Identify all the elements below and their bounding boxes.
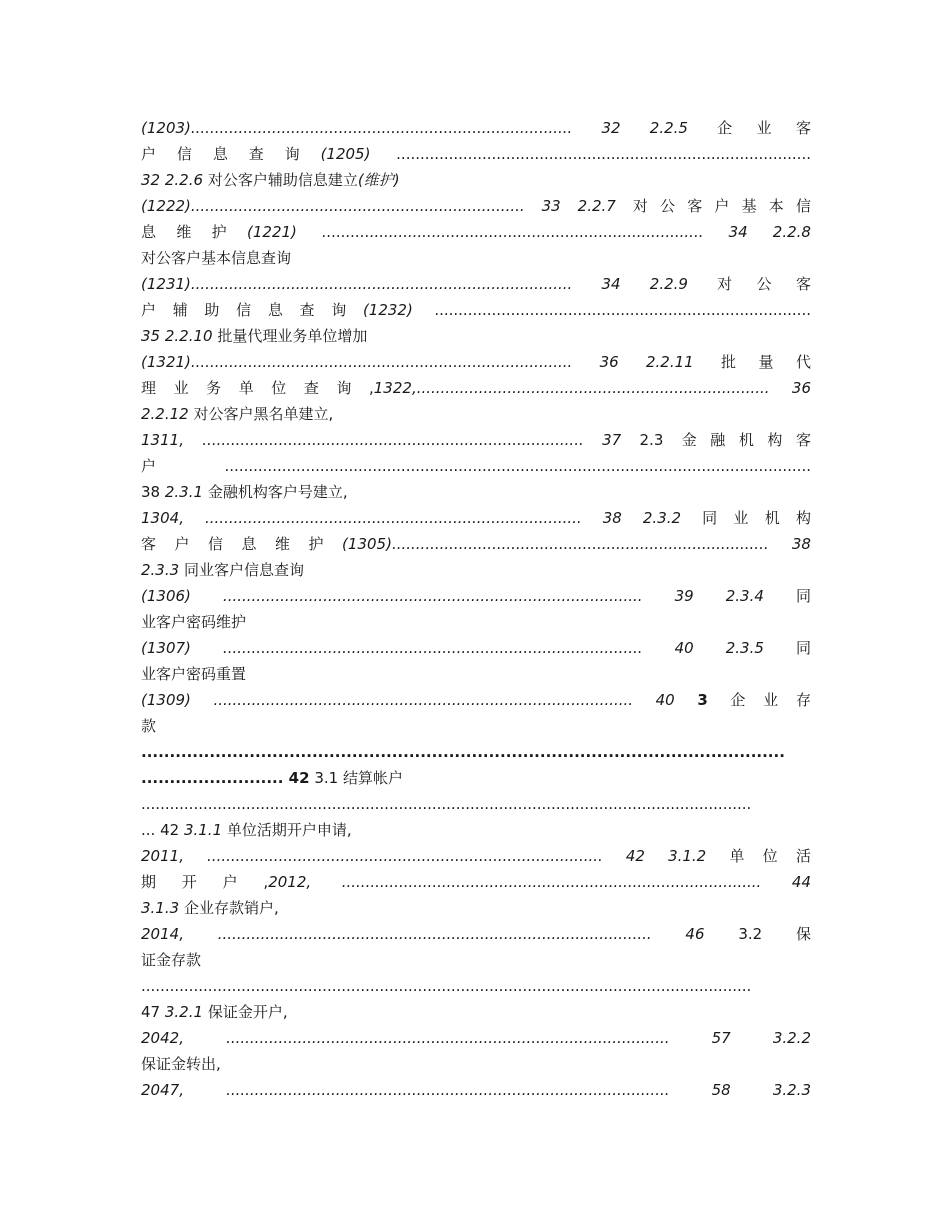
toc-line [141,453,811,479]
toc-leader: ................................................................................................................................ [141,977,752,995]
toc-title: 结算帐户 [342,769,403,787]
toc-title: 对公客 [717,275,811,293]
toc-line [141,375,811,401]
toc-title: 户信息查询 [141,145,321,163]
toc-page-number: 32 [141,171,161,189]
toc-line [141,843,811,869]
toc-title: 业客户密码维护 [141,613,247,631]
toc-title: 对公客户基本信息查询 [141,249,292,267]
toc-section-number: 2.2.12 [141,405,189,423]
toc-line [141,921,811,947]
toc-leader: ....................................................................................... [396,145,811,163]
toc-title: 业客户密码重置 [141,665,247,683]
toc-line [141,999,811,1025]
toc-page-number: 47 [141,1003,161,1021]
toc-title: 户辅助信息查询 [141,301,363,319]
toc-leader: , ................................................................................... 42 [179,847,645,865]
toc-section-number: 2.3.1 [164,483,204,501]
toc-section-number: 3.1.2 [668,847,707,865]
toc-title: 对公客户黑名单建立, [193,405,334,423]
toc-line [141,687,811,713]
toc-title: 同业客户信息查询 [183,561,304,579]
toc-leader: , ........................................................................................... 46 [179,925,705,943]
toc-title: 同业机构 [702,509,811,527]
toc-chapter-number: 3 [697,691,708,709]
toc-code: 2011 [141,847,180,865]
toc-section-number: 3.2 [738,925,763,943]
toc-line [141,115,811,141]
toc-code: 1322 [373,379,412,397]
toc-leader: ............................................................................... 38 [391,535,811,553]
toc-line [141,167,811,193]
toc-leader: ... 42 [141,821,180,839]
toc-line [141,271,811,297]
toc-section-number: 2.3.5 [725,639,764,657]
toc-title: 对公客户基本信 [632,197,811,215]
toc-code: (1222)...................................................................... 33 [141,197,561,215]
toc-title: 款 [141,717,157,735]
toc-line [141,661,811,687]
toc-section-number: 2.2.9 [649,275,688,293]
toc-code: (1309) ........................................................................................ 40 [141,691,675,709]
toc-line [141,583,811,609]
toc-title: 同 [795,587,811,605]
toc-title: 证金存款 [141,951,202,969]
toc-title: 户 [141,457,188,475]
toc-code: (1203)................................................................................ 32 [141,119,621,137]
toc-code: (1232) [362,301,413,319]
toc-section-number: 2.2.8 [772,223,811,241]
toc-leader: ............................................................................... [434,301,811,319]
toc-line [141,973,811,999]
toc-title: 期开户, [141,873,269,891]
toc-leader: ................................................................................................................................ [141,795,752,813]
toc-leader: ........................................................................................................................... [224,457,811,475]
toc-line [141,869,811,895]
toc-title: 批量代理业务单位增加 [217,327,368,345]
toc-leader: ................................................................................................................. [141,743,785,761]
toc-title: 保证金转出, [141,1055,221,1073]
toc-section-number: 2.3.4 [725,587,764,605]
toc-code: (1305) [342,535,392,553]
toc-code: (1221) [247,223,297,241]
toc-code: (1307) ........................................................................................ 40 [141,639,694,657]
toc-line [141,505,811,531]
toc-title-suffix: (维护) [357,171,400,189]
toc-leader: ......................... 42 [141,769,310,787]
toc-page-number: 38 [141,483,161,501]
toc-title: 企业客 [717,119,811,137]
toc-line [141,739,811,765]
toc-line [141,479,811,505]
toc-section-number: 2.2.7 [577,197,616,215]
toc-title: 单位活期开户申请, [226,821,352,839]
toc-line [141,817,811,843]
toc-line [141,219,811,245]
toc-code: 1304 [141,509,180,527]
toc-section-number: 2.2.10 [164,327,213,345]
toc-title: 息维护 [141,223,248,241]
toc-title: 企业存款销户, [183,899,279,917]
toc-code: 2042 [141,1029,180,1047]
toc-title: 客户信息维护 [141,535,343,553]
toc-leader: , ................................................................................ 37 [179,431,622,449]
toc-code: 2012 [268,873,307,891]
toc-line [141,297,811,323]
toc-line [141,401,811,427]
toc-section-number: 3.1 [314,769,339,787]
toc-leader: , ........................................................................................ 44 [306,873,811,891]
toc-line [141,635,811,661]
toc-line [141,245,811,271]
toc-line [141,141,811,167]
toc-title: 对公客户辅助信息建立 [207,171,358,189]
toc-code: (1321)................................................................................ 36 [141,353,619,371]
toc-section-number: 3.2.1 [164,1003,204,1021]
toc-code: 2047 [141,1081,180,1099]
toc-leader: , ............................................................................... 38 [179,509,622,527]
toc-line [141,791,811,817]
toc-line [141,1051,811,1077]
toc-code: 1311 [141,431,180,449]
toc-code: (1205) [320,145,371,163]
toc-line [141,531,811,557]
toc-code: 2014 [141,925,180,943]
toc-code: (1231)................................................................................ 34 [141,275,621,293]
toc-section-number: 2.2.5 [649,119,688,137]
toc-line [141,193,811,219]
toc-section-number: 2.3.2 [642,509,682,527]
toc-title: 单位活 [729,847,811,865]
toc-line [141,557,811,583]
toc-title: 保 [795,925,811,943]
toc-line [141,1025,811,1051]
toc-line [141,323,811,349]
toc-title: 企业存 [730,691,811,709]
toc-line [141,1077,811,1103]
toc-section-number: 3.1.3 [141,899,180,917]
toc-title: 理业务单位查询, [141,379,374,397]
toc-title: 批量代 [720,353,811,371]
toc-section-number: 2.3 [639,431,664,449]
toc-line [141,349,811,375]
toc-title: 金融机构客 [681,431,811,449]
toc-page-number: 35 [141,327,161,345]
toc-leader: ................................................................................ 34 [322,223,748,241]
toc-title: 金融机构客户号建立, [207,483,348,501]
toc-title: 保证金开户, [207,1003,288,1021]
toc-section-number: 2.3.3 [141,561,180,579]
toc-section-number: 3.1.1 [183,821,223,839]
toc-line [141,427,811,453]
toc-code: (1306) ........................................................................................ 39 [141,587,694,605]
toc-line [141,713,811,739]
toc-section-number: 3.2.3 [772,1081,811,1099]
toc-line [141,947,811,973]
toc-line [141,895,811,921]
toc-leader: , ............................................................................................. 58 [179,1081,731,1099]
toc-section-number: 2.2.11 [645,353,694,371]
toc-title: 同 [795,639,811,657]
toc-section-number: 2.2.6 [164,171,204,189]
toc-leader: ,.......................................................................... 36 [411,379,811,397]
toc-leader: , ............................................................................................. 57 [179,1029,731,1047]
toc-line [141,765,811,791]
toc-section-number: 3.2.2 [772,1029,811,1047]
toc-line [141,609,811,635]
